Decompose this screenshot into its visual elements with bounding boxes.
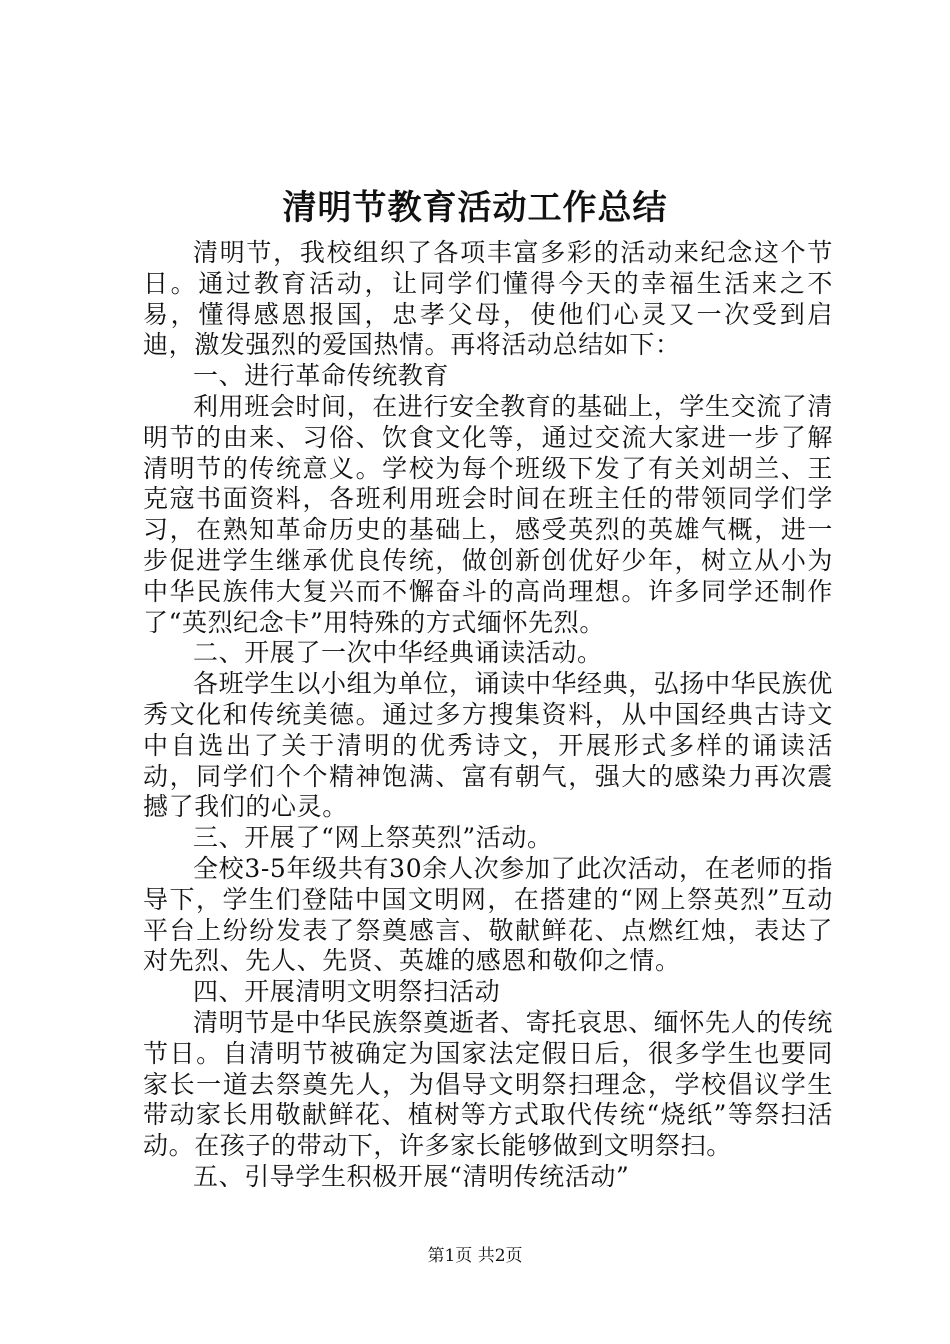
- section-paragraph-3: 全校3-5年级共有30余人次参加了此次活动，在老师的指导下，学生们登陆中国文明网，在搭建的“网上祭英烈”互动平台上纷纷发表了祭奠感言、敬献鲜花、点燃红烛，表达了对先烈、先人、先贤、英雄的感恩和敬仰之情。: [143, 853, 833, 976]
- section-paragraph-4: 清明节是中华民族祭奠逝者、寄托哀思、缅怀先人的传统节日。自清明节被确定为国家法定假日后，很多学生也要同家长一道去祭奠先人，为倡导文明祭扫理念，学校倡议学生带动家长用敬献鲜花、植树等方式取代传统“烧纸”等祭扫活动。在孩子的带动下，许多家长能够做到文明祭扫。: [143, 1007, 834, 1161]
- document-body: [143, 238, 833, 1193]
- section-paragraph-1: 利用班会时间，在进行安全教育的基础上，学生交流了清明节的由来、习俗、饮食文化等，通过交流大家进一步了解清明节的传统意义。学校为每个班级下发了有关刘胡兰、王克寇书面资料，各班利用班会时间在班主任的带领同学们学习，在熟知革命历史的基础上，感受英烈的英雄气概，进一步促进学生继承优良传统，做创新创优好少年，树立从小为中华民族伟大复兴而不懈奋斗的高尚理想。许多同学还制作了“英烈纪念卡”用特殊的方式缅怀先烈。: [143, 391, 834, 637]
- section-heading-2: 二、开展了一次中华经典诵读活动。: [193, 638, 603, 668]
- intro-paragraph: 清明节，我校组织了各项丰富多彩的活动来纪念这个节日。通过教育活动，让同学们懂得今天的幸福生活来之不易，懂得感恩报国，忠孝父母，使他们心灵又一次受到启迪，激发强烈的爱国热情。再将活动总结如下：: [143, 238, 833, 360]
- section-paragraph-2: 各班学生以小组为单位，诵读中华经典，弘扬中华民族优秀文化和传统美德。通过多方搜集资料，从中国经典古诗文中自选出了关于清明的优秀诗文，开展形式多样的诵读活动，同学们个个精神饱满、富有朝气，强大的感染力再次震撼了我们的心灵。: [143, 669, 834, 822]
- section-heading-1: 一、进行革命传统教育: [193, 361, 450, 391]
- section-heading-3: 三、开展了“网上祭英烈”活动。: [193, 823, 553, 853]
- section-heading-4: 四、开展清明文明祭扫活动: [193, 977, 501, 1007]
- document-title: 清明节教育活动工作总结: [282, 188, 668, 228]
- section-heading-5: 五、引导学生积极开展“清明传统活动”: [193, 1161, 630, 1191]
- page-number-footer: 第1页 共2页: [427, 1246, 523, 1266]
